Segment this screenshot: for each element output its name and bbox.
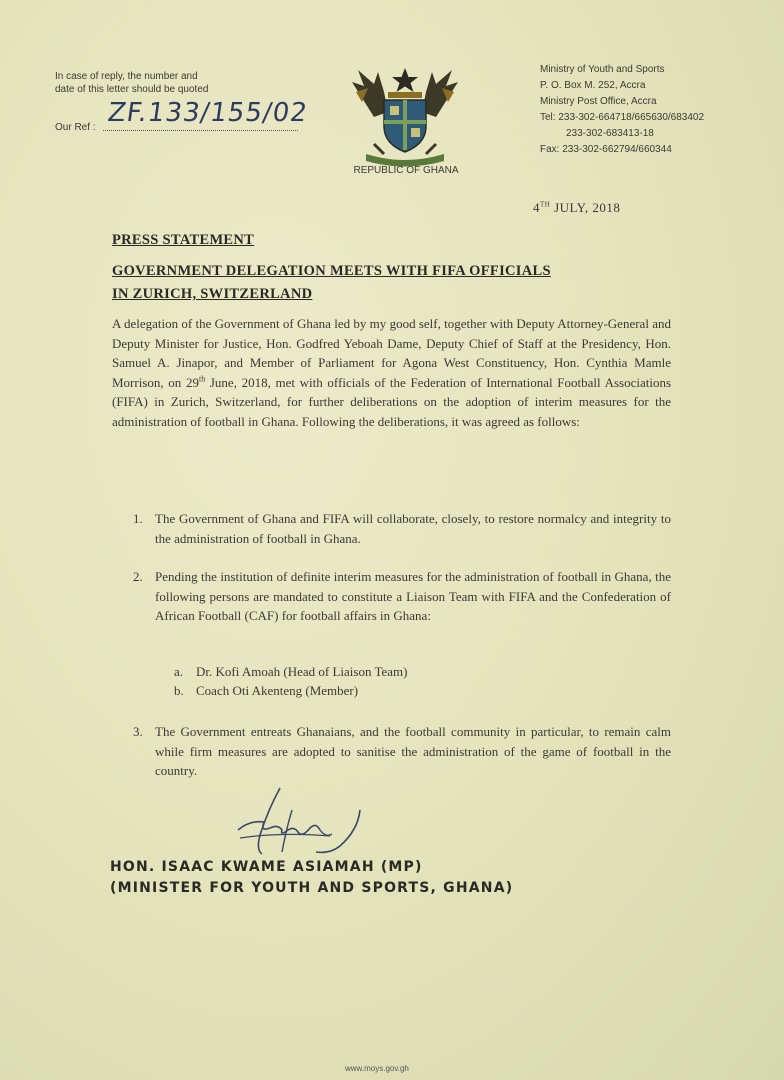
- subpoint-text: Dr. Kofi Amoah (Head of Liaison Team): [196, 664, 408, 679]
- reply-note-line2: date of this letter should be quoted: [55, 84, 209, 95]
- footer-url: www.moys.gov.gh: [345, 1064, 409, 1073]
- signer-title: (MINISTER FOR YOUTH AND SPORTS, GHANA): [110, 880, 514, 896]
- ghana-coat-of-arms-icon: [344, 62, 466, 170]
- date-day: 4: [533, 200, 540, 215]
- reply-note-line1: In case of reply, the number and: [55, 71, 198, 82]
- subpoint-text: Coach Oti Akenteng (Member): [196, 683, 359, 698]
- address-line: Fax: 233-302-662794/660344: [540, 144, 672, 155]
- subpoint-letter: a.: [174, 664, 184, 679]
- our-ref-label: Our Ref :: [55, 122, 96, 133]
- republic-label: REPUBLIC OF GHANA: [353, 165, 459, 176]
- ministry-address: [540, 62, 704, 158]
- subpoint-letter: b.: [174, 683, 184, 698]
- intro-text-part1: A delegation of the Government of Ghana led by my good self, together with Deputy Attorney-General and Deputy Minister for Justice, Hon. Godfred Yeboah Dame, Deputy Chief of Staff at the Presidency, Hon. Samuel A. Jinapor, and Member of Parliament for Agona West Constituency, Hon. Cynthia Mamle Morrison, on 29: [112, 316, 671, 390]
- signer-name: HON. ISAAC KWAME ASIAMAH (MP): [110, 859, 423, 875]
- our-ref-underline: [103, 130, 298, 131]
- subtitle-line1: GOVERNMENT DELEGATION MEETS WITH FIFA OFFICIALS: [112, 263, 551, 279]
- point-text: Pending the institution of definite interim measures for the administration of football in Ghana, the following persons are mandated to constitute a Liaison Team with FIFA and the Confederation of African Football (CAF) for football affairs in Ghana:: [155, 569, 671, 623]
- subpoint-b: [174, 683, 358, 699]
- handwritten-signature-icon: [220, 780, 380, 865]
- address-line: 233-302-683413-18: [566, 128, 654, 139]
- intro-sup: th: [198, 374, 206, 384]
- subpoint-a: [174, 664, 408, 680]
- date-rest: JULY, 2018: [550, 200, 621, 215]
- address-line: P. O. Box M. 252, Accra: [540, 80, 646, 91]
- address-line: Ministry of Youth and Sports: [540, 64, 665, 75]
- address-line: Tel: 233-302-664718/665630/683402: [540, 112, 705, 123]
- subtitle-line2: IN ZURICH, SWITZERLAND: [112, 286, 313, 302]
- our-ref-value: ZF.133/155/02: [105, 98, 310, 128]
- point-number: 3.: [133, 724, 143, 739]
- point-text: The Government of Ghana and FIFA will collaborate, closely, to restore normalcy and integrity to the administration of football in Ghana.: [155, 511, 671, 546]
- intro-paragraph: [112, 314, 671, 431]
- reply-note: [55, 70, 208, 96]
- point-number: 1.: [133, 511, 143, 526]
- point-text: The Government entreats Ghanaians, and the football community in particular, to remain calm while firm measures are adopted to sanitise the administration of the game of football in the country.: [155, 724, 671, 778]
- letter-date: [533, 200, 620, 216]
- address-line: Ministry Post Office, Accra: [540, 96, 657, 107]
- intro-text-part2: June, 2018, met with officials of the Federation of International Football Associations (FIFA) in Zurich, Switzerland, for further deliberations on the adoption of interim measures for the administration of football in Ghana. Following the deliberations, it was agreed as follows:: [112, 374, 672, 429]
- date-suffix: TH: [540, 200, 551, 209]
- press-statement-title: PRESS STATEMENT: [112, 232, 255, 248]
- point-number: 2.: [133, 569, 143, 584]
